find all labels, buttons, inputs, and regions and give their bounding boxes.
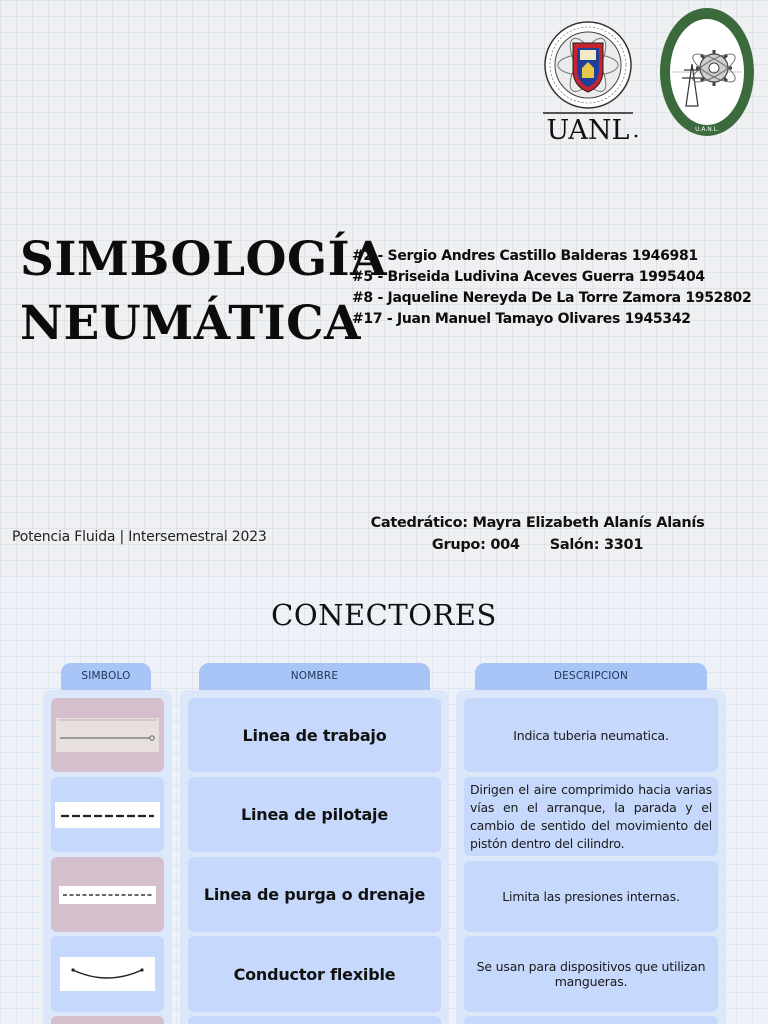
- row-name: Conductor flexible: [233, 964, 396, 984]
- member-item: #8 - Jaqueline Nereyda De La Torre Zamora 1952802: [352, 290, 752, 306]
- name-cell: [188, 777, 441, 852]
- header-description: DESCRIPCION: [475, 663, 707, 693]
- connectors-slide: [0, 576, 768, 1024]
- uanl-logo: [540, 10, 640, 142]
- uanl-wordmark: UANL: [546, 115, 630, 142]
- row-description: Dirigen el aire comprimido hacia varias vías en el arranque, la parada y el cambio de sentido del movimiento del pistón dentro del cilindro.: [470, 781, 712, 851]
- member-item: #2 - Sergio Andres Castillo Balderas 1946981: [352, 248, 698, 264]
- room-label: Salón: 3301: [549, 537, 644, 553]
- presentation-title: [20, 228, 388, 356]
- symbol-cell: [51, 936, 164, 1012]
- course-label: Potencia Fluida | Intersemestral 2023: [12, 529, 267, 545]
- group-label: Grupo: 004: [431, 537, 520, 553]
- header-symbol: SIMBOLO: [61, 663, 151, 693]
- teacher-name: Catedrático: Mayra Elizabeth Alanís Alanís: [370, 515, 705, 531]
- curved-line-icon: [60, 957, 155, 991]
- name-cell: [188, 698, 441, 772]
- row-name: Linea de pilotaje: [241, 805, 388, 824]
- section-title: CONECTORES: [271, 598, 497, 632]
- row-description: Limita las presiones internas.: [502, 889, 680, 904]
- member-item: #17 - Juan Manuel Tamayo Olivares 1945342: [352, 311, 691, 327]
- dashed-line-icon: [55, 802, 160, 828]
- description-cell: [464, 698, 718, 772]
- member-item: #5 - Briseida Ludivina Aceves Guerra 1995404: [352, 269, 705, 285]
- name-cell: [188, 936, 441, 1012]
- name-cell: [188, 1016, 441, 1024]
- description-cell: [464, 936, 718, 1012]
- symbol-cell: [51, 1016, 164, 1024]
- fime-bottom-text: U.A.N.L.: [695, 126, 719, 133]
- row-description: Se usan para dispositivos que utilizan mangueras.: [476, 959, 706, 989]
- description-cell: [464, 777, 718, 856]
- symbol-cell: [51, 857, 164, 932]
- title-line-2: NEUMÁTICA: [20, 296, 362, 351]
- title-line-1: SIMBOLOGÍA: [20, 232, 388, 287]
- row-description: Indica tuberia neumatica.: [513, 727, 669, 743]
- fime-logo: [658, 6, 756, 138]
- team-members-list: [352, 246, 762, 330]
- name-cell: [188, 857, 441, 932]
- description-cell: [464, 861, 718, 932]
- short-dashed-line-icon: [59, 886, 156, 904]
- row-name: Linea de trabajo: [242, 725, 387, 745]
- symbol-cell: [51, 698, 164, 772]
- description-cell: [464, 1016, 718, 1024]
- row-name: Linea de purga o drenaje: [203, 885, 426, 904]
- teacher-block: [340, 512, 735, 556]
- header-name: NOMBRE: [199, 663, 430, 693]
- solid-line-icon: [56, 718, 159, 752]
- symbol-cell: [51, 777, 164, 852]
- group-room-row: [340, 534, 735, 556]
